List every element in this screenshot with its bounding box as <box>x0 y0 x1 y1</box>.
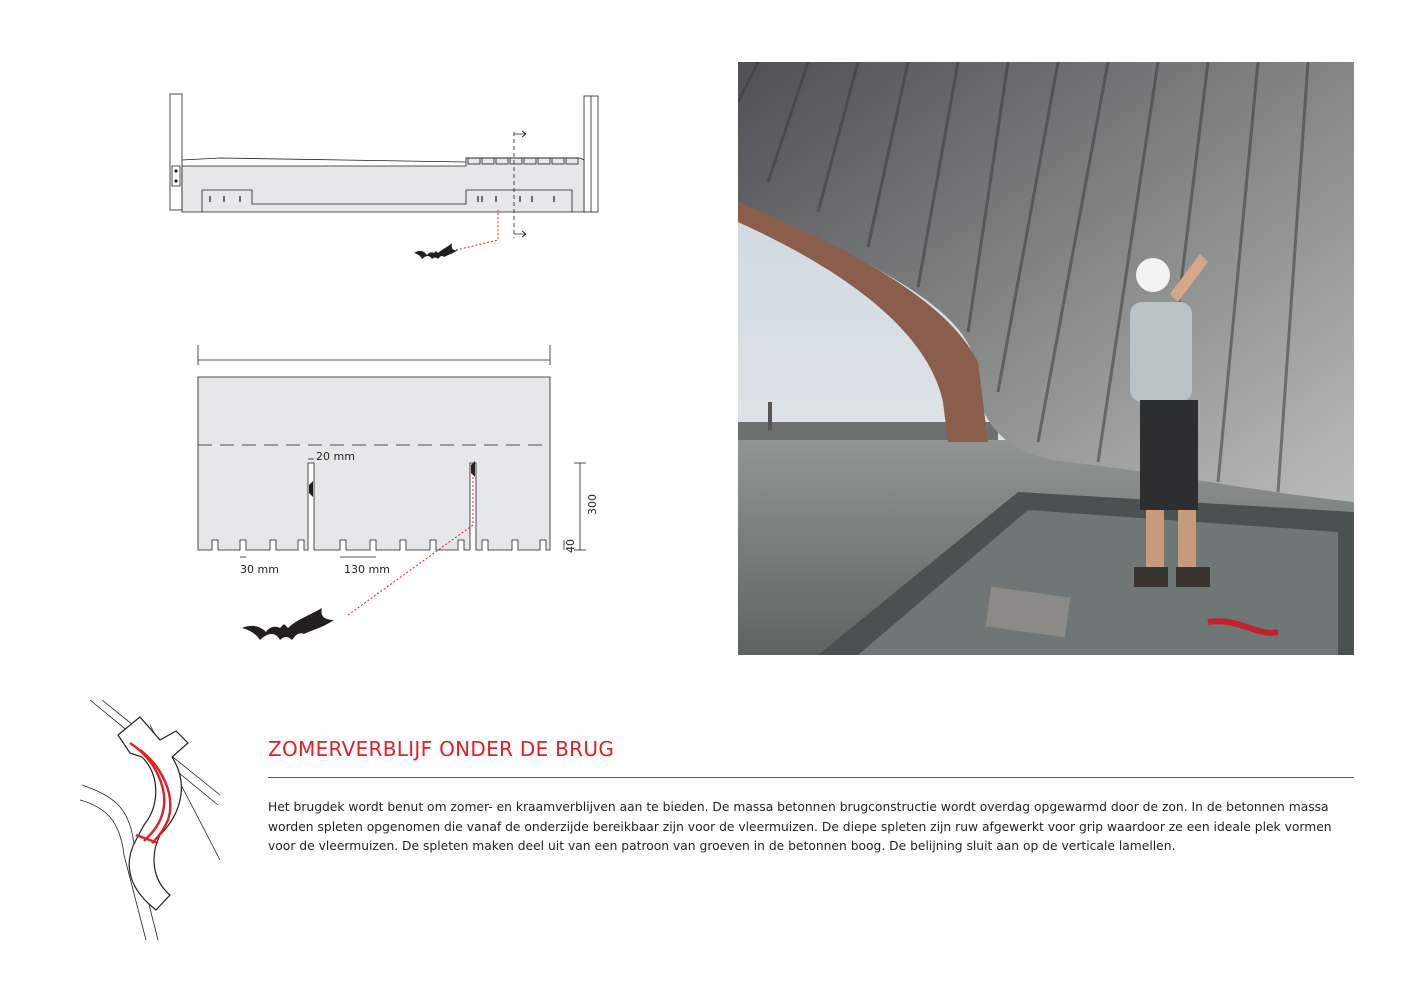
photo-bridge-underside <box>738 62 1354 655</box>
groove-spacing-label: 130 mm <box>344 563 390 576</box>
groove-depth-label: 40 <box>564 539 577 553</box>
location-map <box>80 695 230 945</box>
title-divider <box>268 777 1354 778</box>
slot-width-label: 20 mm <box>316 450 355 463</box>
section-title: ZOMERVERBLIJF ONDER DE BRUG <box>268 737 615 761</box>
section-body-text: Het brugdek wordt benut om zomer- en kraamverblijven aan te bieden. De massa betonnen brugconstructie wordt overdag opgewarmd door de zon. In de betonnen massa worden spleten opgenomen die vanaf de onderzijde bereikbaar zijn voor de vleermuizen. De diepe spleten zijn ruw afgewerkt voor grip waardoor ze een ideale plek vormen voor de vleermuizen. De spleten maken deel uit van een patroon van groeven in de betonnen boog. De belijning sluit aan op de verticale lamellen. <box>268 800 1332 853</box>
bridge-cross-section-drawing <box>160 88 620 278</box>
height-total-label: 300 <box>586 494 599 515</box>
groove-width-label: 30 mm <box>240 563 279 576</box>
bat-icon <box>242 606 334 646</box>
bat-icon <box>414 241 458 263</box>
